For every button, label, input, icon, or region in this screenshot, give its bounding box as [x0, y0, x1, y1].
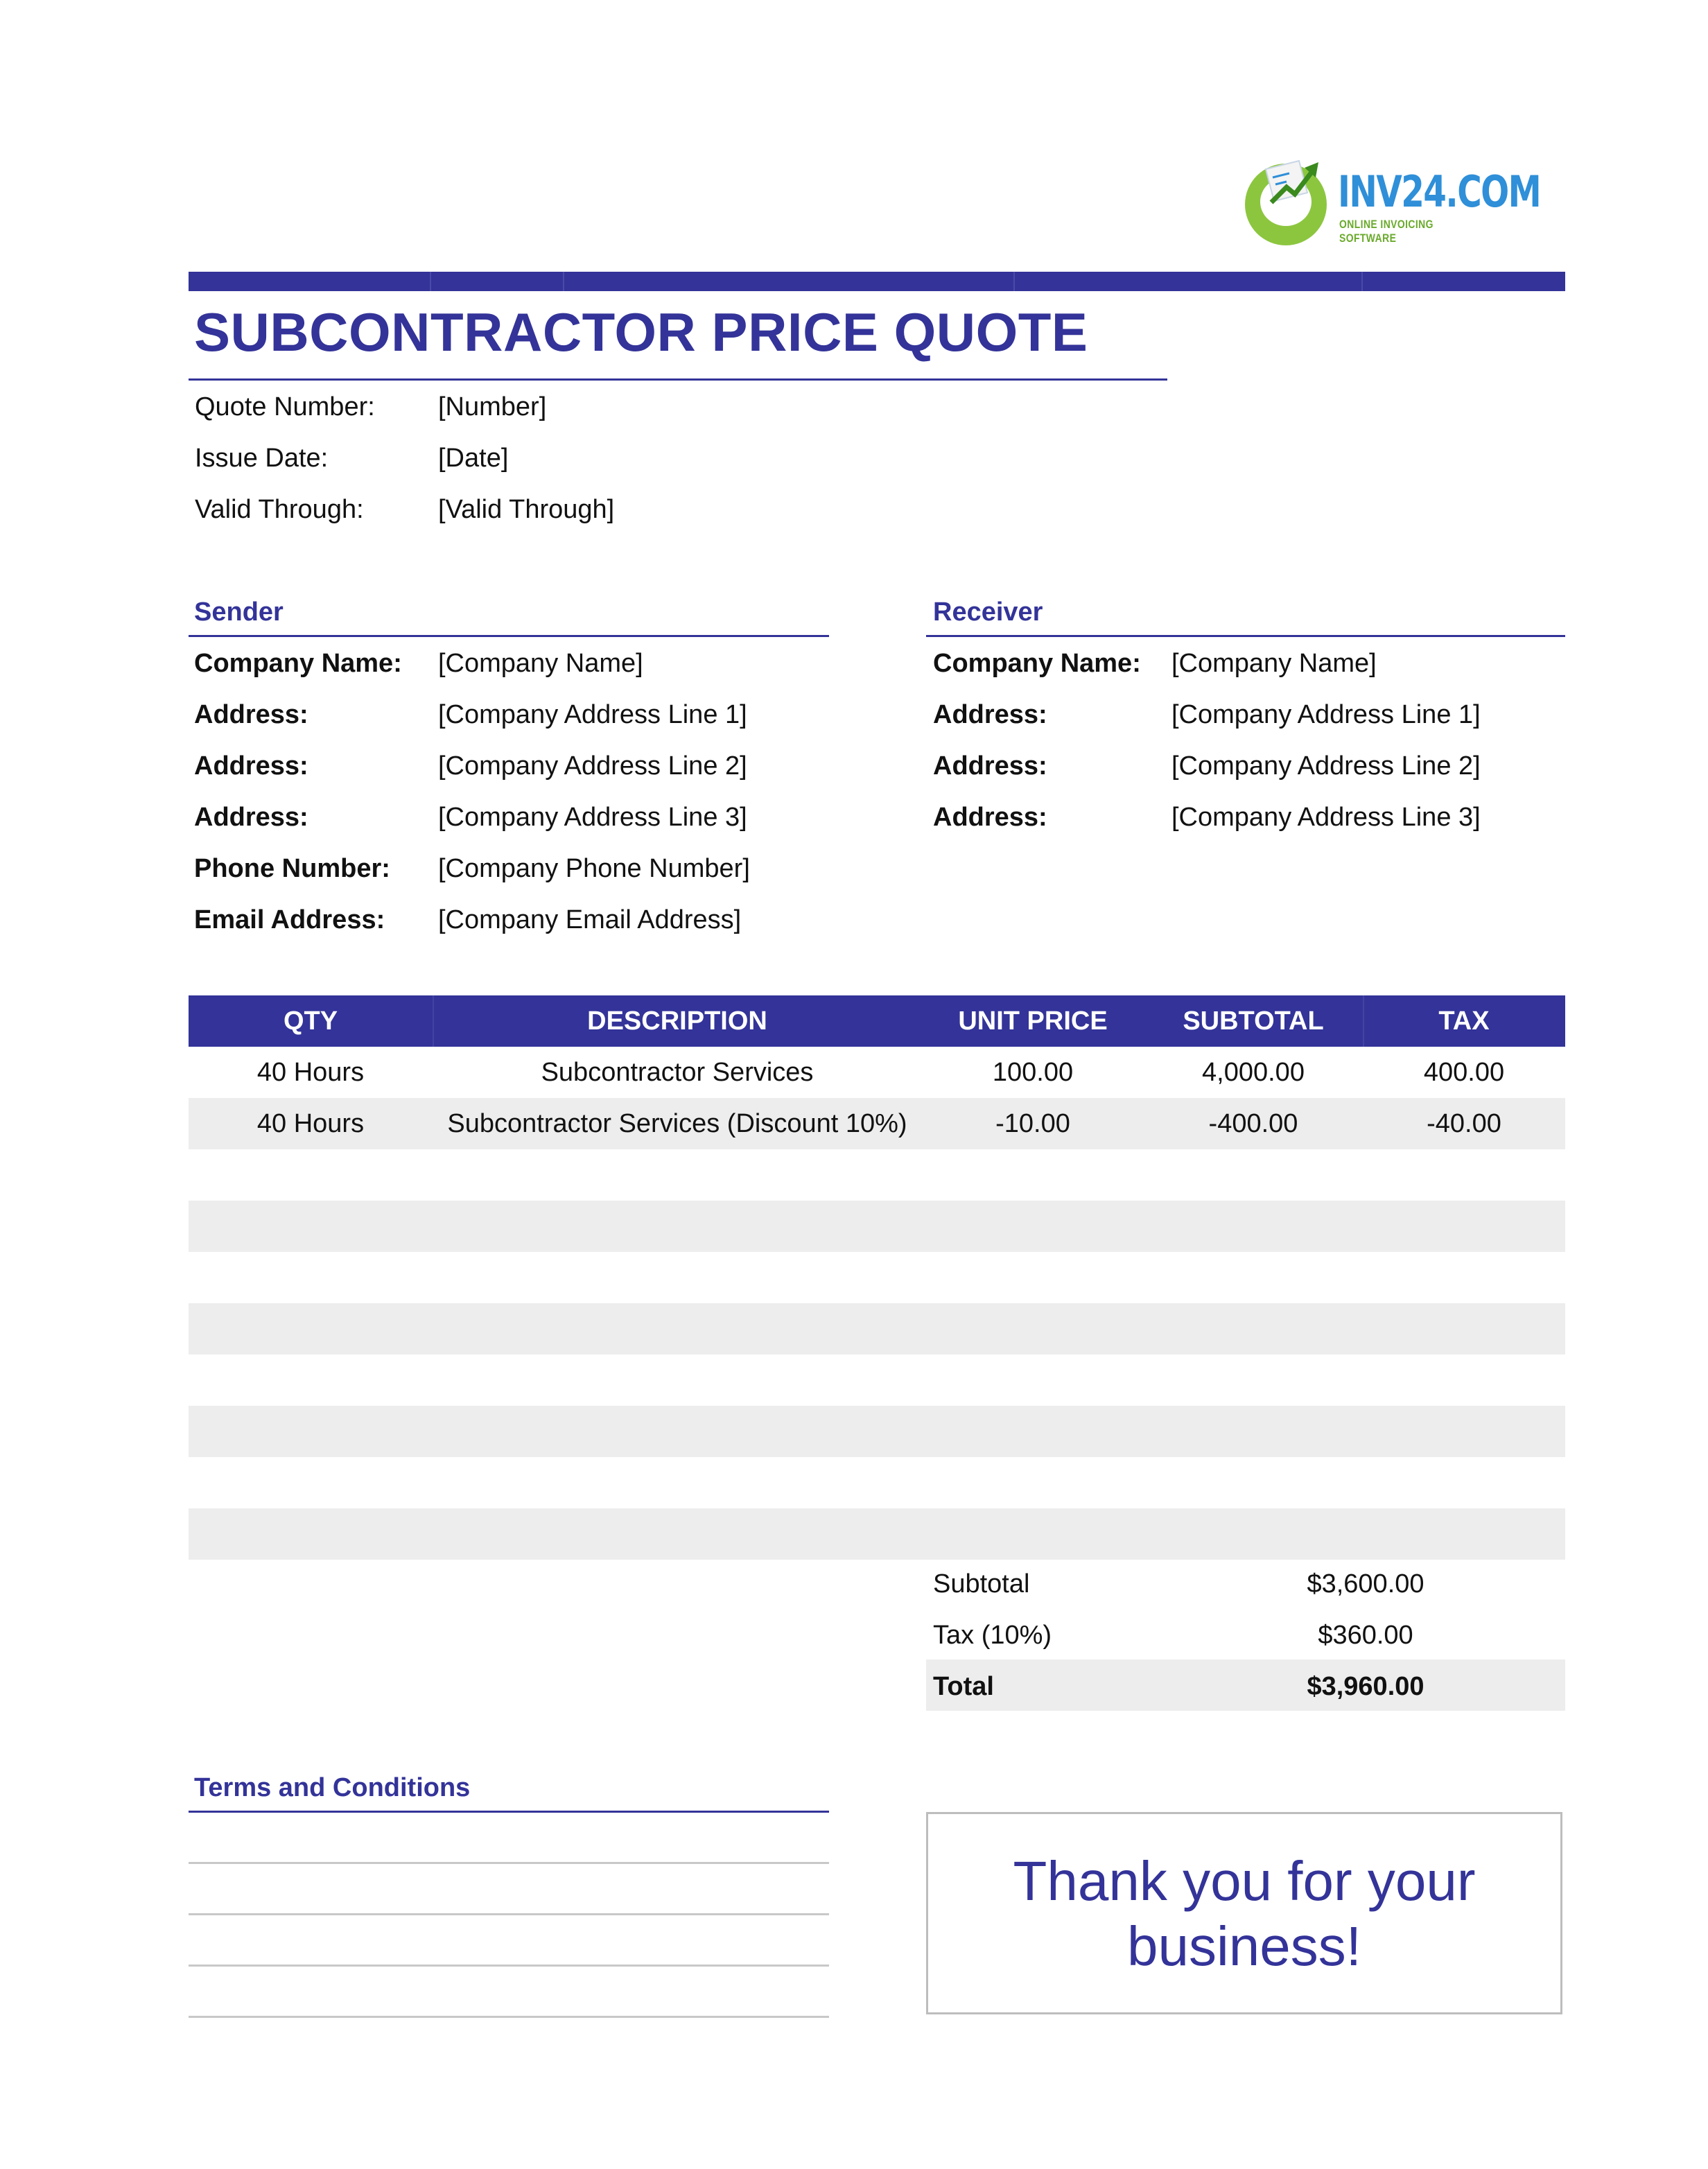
page-title: SUBCONTRACTOR PRICE QUOTE — [194, 302, 1088, 363]
receiver-heading: Receiver — [933, 598, 1043, 627]
sender-phone-value: [Company Phone Number] — [438, 854, 750, 883]
valid-through-label: Valid Through: — [195, 495, 364, 524]
thank-you-box — [926, 1812, 1562, 2014]
total-value: $3,960.00 — [1307, 1672, 1424, 1701]
terms-line — [189, 1862, 829, 1864]
sender-company-value: [Company Name] — [438, 649, 643, 678]
empty-table-row — [189, 1201, 1565, 1252]
sender-address3-value: [Company Address Line 3] — [438, 803, 747, 832]
sender-phone-label: Phone Number: — [194, 854, 390, 883]
tax-cell: 400.00 — [1423, 1058, 1505, 1087]
issue-date-label: Issue Date: — [195, 444, 329, 473]
description-cell: Subcontractor Services — [541, 1058, 814, 1087]
subtotal-cell: 4,000.00 — [1202, 1058, 1305, 1087]
qty-cell: 40 Hours — [256, 1058, 365, 1087]
subtotal-label: Subtotal — [933, 1569, 1030, 1599]
terms-line — [189, 1913, 829, 1915]
receiver-address1-value: [Company Address Line 1] — [1171, 700, 1481, 729]
logo-wordmark: INV24.COM — [1338, 166, 1541, 217]
receiver-address1-label: Address: — [933, 700, 1047, 729]
unit-price-column-header: UNIT PRICE — [958, 1007, 1108, 1036]
receiver-divider — [926, 635, 1565, 637]
line-items-header — [189, 995, 1565, 1047]
total-label: Total — [933, 1672, 994, 1701]
table-row — [189, 1098, 1565, 1149]
table-row — [189, 1047, 1565, 1098]
logo-tagline: ONLINE INVOICING SOFTWARE — [1339, 218, 1434, 245]
sender-email-label: Email Address: — [194, 905, 385, 934]
tax-cell: -40.00 — [1427, 1109, 1501, 1138]
sender-address3-label: Address: — [194, 803, 308, 832]
unit-price-cell: -10.00 — [995, 1109, 1070, 1138]
receiver-company-value: [Company Name] — [1171, 649, 1377, 678]
thank-you-message: Thank you for your business! — [1013, 1850, 1476, 1977]
empty-table-row — [189, 1252, 1565, 1303]
description-cell: Subcontractor Services (Discount 10%) — [447, 1109, 907, 1138]
terms-line — [189, 2016, 829, 2018]
qty-column-header: QTY — [283, 1007, 338, 1036]
header-bar — [189, 272, 1565, 291]
description-column-header: DESCRIPTION — [587, 1007, 767, 1036]
receiver-company-label: Company Name: — [933, 649, 1141, 678]
sender-address2-label: Address: — [194, 751, 308, 781]
terms-line — [189, 1965, 829, 1967]
invoice-arrow-icon — [1259, 157, 1321, 211]
empty-table-row — [189, 1406, 1565, 1457]
sender-company-label: Company Name: — [194, 649, 402, 678]
empty-table-row — [189, 1457, 1565, 1508]
terms-heading: Terms and Conditions — [194, 1773, 471, 1802]
empty-table-row — [189, 1303, 1565, 1354]
subtotal-value: $3,600.00 — [1307, 1569, 1424, 1599]
title-divider — [189, 378, 1167, 381]
sender-divider — [189, 635, 829, 637]
empty-table-row — [189, 1149, 1565, 1201]
quote-number-label: Quote Number: — [195, 392, 375, 421]
sender-address2-value: [Company Address Line 2] — [438, 751, 747, 781]
terms-divider — [189, 1811, 829, 1813]
receiver-address3-label: Address: — [933, 803, 1047, 832]
qty-cell: 40 Hours — [256, 1109, 365, 1138]
sender-address1-label: Address: — [194, 700, 308, 729]
tax-column-header: TAX — [1438, 1007, 1490, 1036]
receiver-address3-value: [Company Address Line 3] — [1171, 803, 1481, 832]
receiver-address2-label: Address: — [933, 751, 1047, 781]
subtotal-cell: -400.00 — [1208, 1109, 1298, 1138]
tax-value: $360.00 — [1318, 1621, 1413, 1650]
issue-date-value: [Date] — [438, 444, 509, 473]
tax-label: Tax (10%) — [933, 1621, 1052, 1650]
sender-heading: Sender — [194, 598, 284, 627]
receiver-address2-value: [Company Address Line 2] — [1171, 751, 1481, 781]
empty-table-row — [189, 1508, 1565, 1560]
subtotal-column-header: SUBTOTAL — [1183, 1007, 1324, 1036]
unit-price-cell: 100.00 — [992, 1058, 1074, 1087]
company-logo — [1245, 157, 1541, 247]
quote-number-value: [Number] — [438, 392, 547, 421]
empty-table-row — [189, 1354, 1565, 1406]
valid-through-value: [Valid Through] — [438, 495, 615, 524]
sender-address1-value: [Company Address Line 1] — [438, 700, 747, 729]
sender-email-value: [Company Email Address] — [438, 905, 742, 934]
